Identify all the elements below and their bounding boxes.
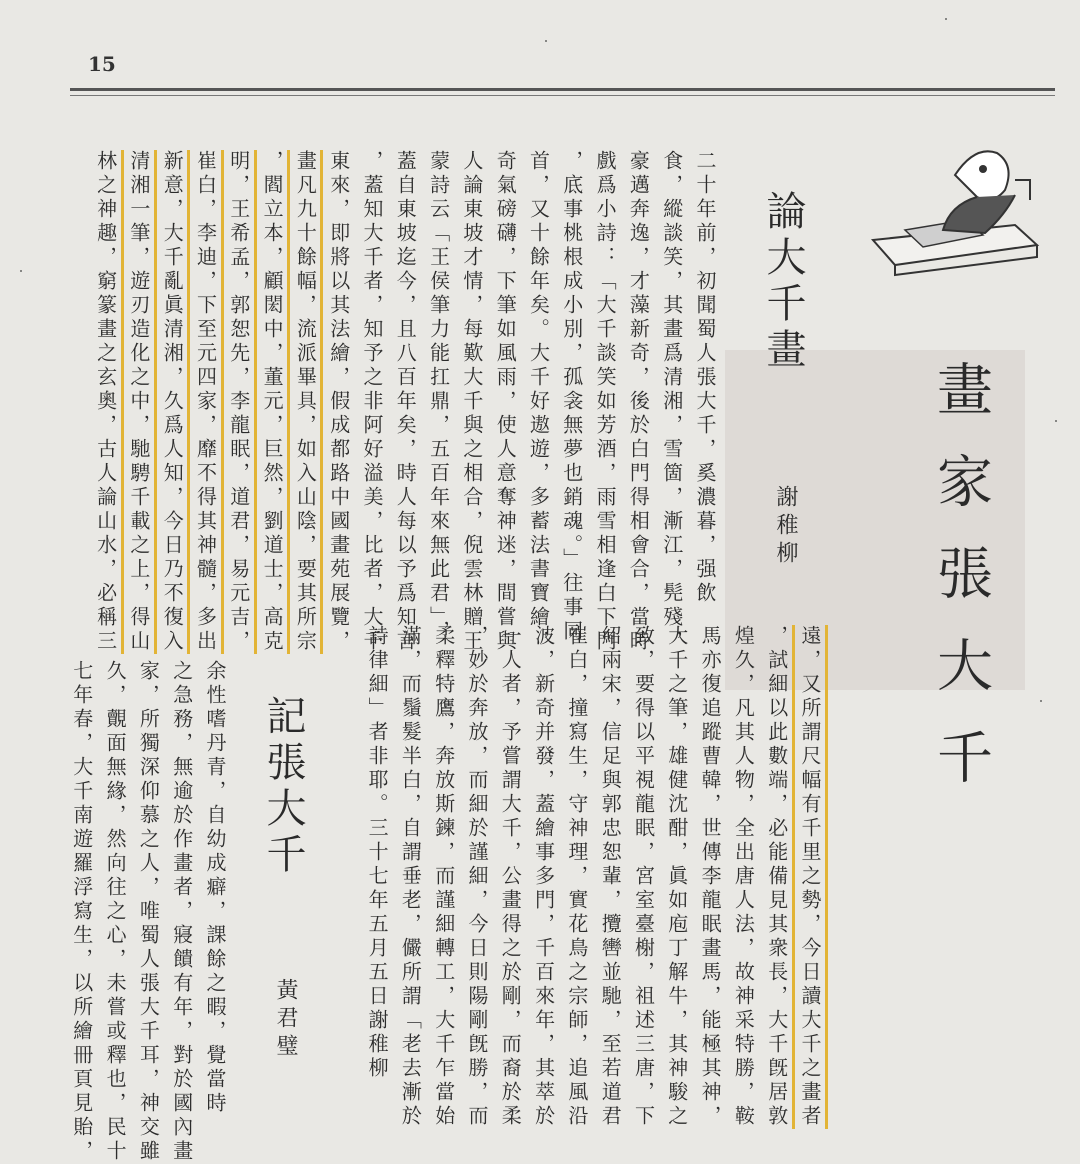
- text-column: 家，所獨深仰慕之人，唯蜀人張大千耳，神交雖: [136, 660, 161, 1164]
- text-column: ，試細以此數端，必能備見其衆長，大千旣居敦: [762, 625, 795, 1129]
- text-column: 奇氣磅礴，下筆如風雨，使人意奪神迷，間嘗與: [493, 150, 518, 654]
- text-column: 崔白，撞寫生，守神理，實花鳥之宗師，追風沿: [564, 625, 589, 1129]
- text-column: ，閻立本，顧閎中，董元，巨然，劉道士，高克: [257, 150, 290, 654]
- text-column: 蓋自東坡迄今，且八百年矣，時人每以予爲知言: [393, 150, 418, 654]
- article1-author: 謝稚柳: [773, 485, 798, 569]
- article1-title: 論大千畫: [760, 190, 806, 374]
- page-number: 15: [88, 52, 116, 76]
- text-column: ，底事桃根成小別，孤衾無夢也銷魂。」往事同: [559, 150, 584, 644]
- text-column: 蒙詩云「王侯筆力能扛鼎，五百年來無此君」，: [426, 150, 451, 644]
- text-column: 首，又十餘年矣。大千好遨遊，多蓄法書寶繪，: [526, 150, 551, 654]
- text-column: 七年春，大千南遊羅浮寫生，以所繪冊頁見貽，: [69, 660, 94, 1164]
- text-column: 食，縱談笑，其畫爲清湘，雪箇，漸江，髡殘，: [659, 150, 684, 654]
- text-column: 大千之筆，雄健沈酣，眞如庖丁解牛，其神駿之: [664, 625, 689, 1129]
- text-column: 崔白，李迪，下至元四家，靡不得其神髓，多出: [191, 150, 224, 654]
- text-column: 戲爲小詩：「大千談笑如芳酒，雨雪相逢白下門: [593, 150, 618, 654]
- text-column: 清湘一筆，遊刃造化之中，馳騁千載之上，得山: [124, 150, 157, 654]
- text-column: 詩律細」者非耶。三十七年五月五日謝稚柳: [365, 625, 390, 1081]
- text-column: 一人者，予嘗謂大千，公畫得之於剛，而裔於柔: [498, 625, 523, 1129]
- text-column: 之急務，無逾於作畫者，寢饋有年，對於國內畫: [169, 660, 194, 1164]
- text-column: 畫凡九十餘幅，流派畢具，如入山陰，要其所宗: [290, 150, 323, 654]
- text-column: 煌久，凡其人物，全出唐人法，故神采特勝，鞍: [731, 625, 756, 1129]
- text-column: ，蓋知大千者，知予之非阿好溢美，比者，大千: [360, 150, 384, 654]
- text-column: 滿，而鬚髮半白，自謂垂老，儼所謂「老去漸於: [398, 625, 423, 1129]
- text-column: 人論東坡才情，每歎大千與之相合，倪雲林贈王: [459, 150, 484, 654]
- text-column: 豪邁奔逸，才藻新奇，後於白門得相會合，當時: [626, 150, 651, 654]
- text-column: 遠，又所謂尺幅有千里之勢，今日讀大千之畫者: [795, 625, 828, 1129]
- text-column: 久，覿面無緣，然向往之心，未嘗或釋也，民十: [103, 660, 128, 1164]
- article2-author: 黃君璧: [273, 978, 298, 1062]
- article2-title: 記張大千: [260, 695, 306, 879]
- text-column: 波，新奇并發，蓋繪事多門，千百來年，其萃於: [531, 625, 556, 1129]
- main-title: 畫家張大千: [928, 360, 993, 820]
- text-column: 新意，大千亂眞清湘，久爲人知，今日乃不復入: [157, 150, 190, 654]
- text-column: 致，要得以平視龍眠，宮室臺榭，祖述三唐，下: [631, 625, 656, 1129]
- text-column: 紹兩宋，信足與郭忠恕輩，攬轡並馳，至若道君: [598, 625, 623, 1129]
- text-column: 二十年前，初聞蜀人張大千，奚濃暮，强飲: [693, 150, 717, 606]
- text-column: 柔釋特鷹，奔放斯鍊，而謹細轉工，大千乍當始: [431, 625, 456, 1129]
- text-column: 余性嗜丹青，自幼成癖，課餘之暇，覺當時: [203, 660, 227, 1116]
- text-column: 東來，即將以其法繪，假成都路中國畫苑展覽，: [326, 150, 351, 654]
- text-column: 馬亦復追蹤曹韓，世傳李龍眠畫馬，能極其神，: [698, 625, 723, 1129]
- top-rule: [70, 88, 1055, 91]
- top-rule-thin: [70, 95, 1055, 96]
- text-column: 林之神趣，窮篆畫之玄奧，古人論山水，必稱三: [91, 150, 124, 654]
- text-column: ，妙於奔放，而細於謹細，今日則陽剛旣勝，而: [465, 625, 489, 1129]
- reading-man-illustration: [865, 135, 1045, 280]
- text-column: 明，王希孟，郭恕先，李龍眠，道君，易元吉，: [224, 150, 257, 654]
